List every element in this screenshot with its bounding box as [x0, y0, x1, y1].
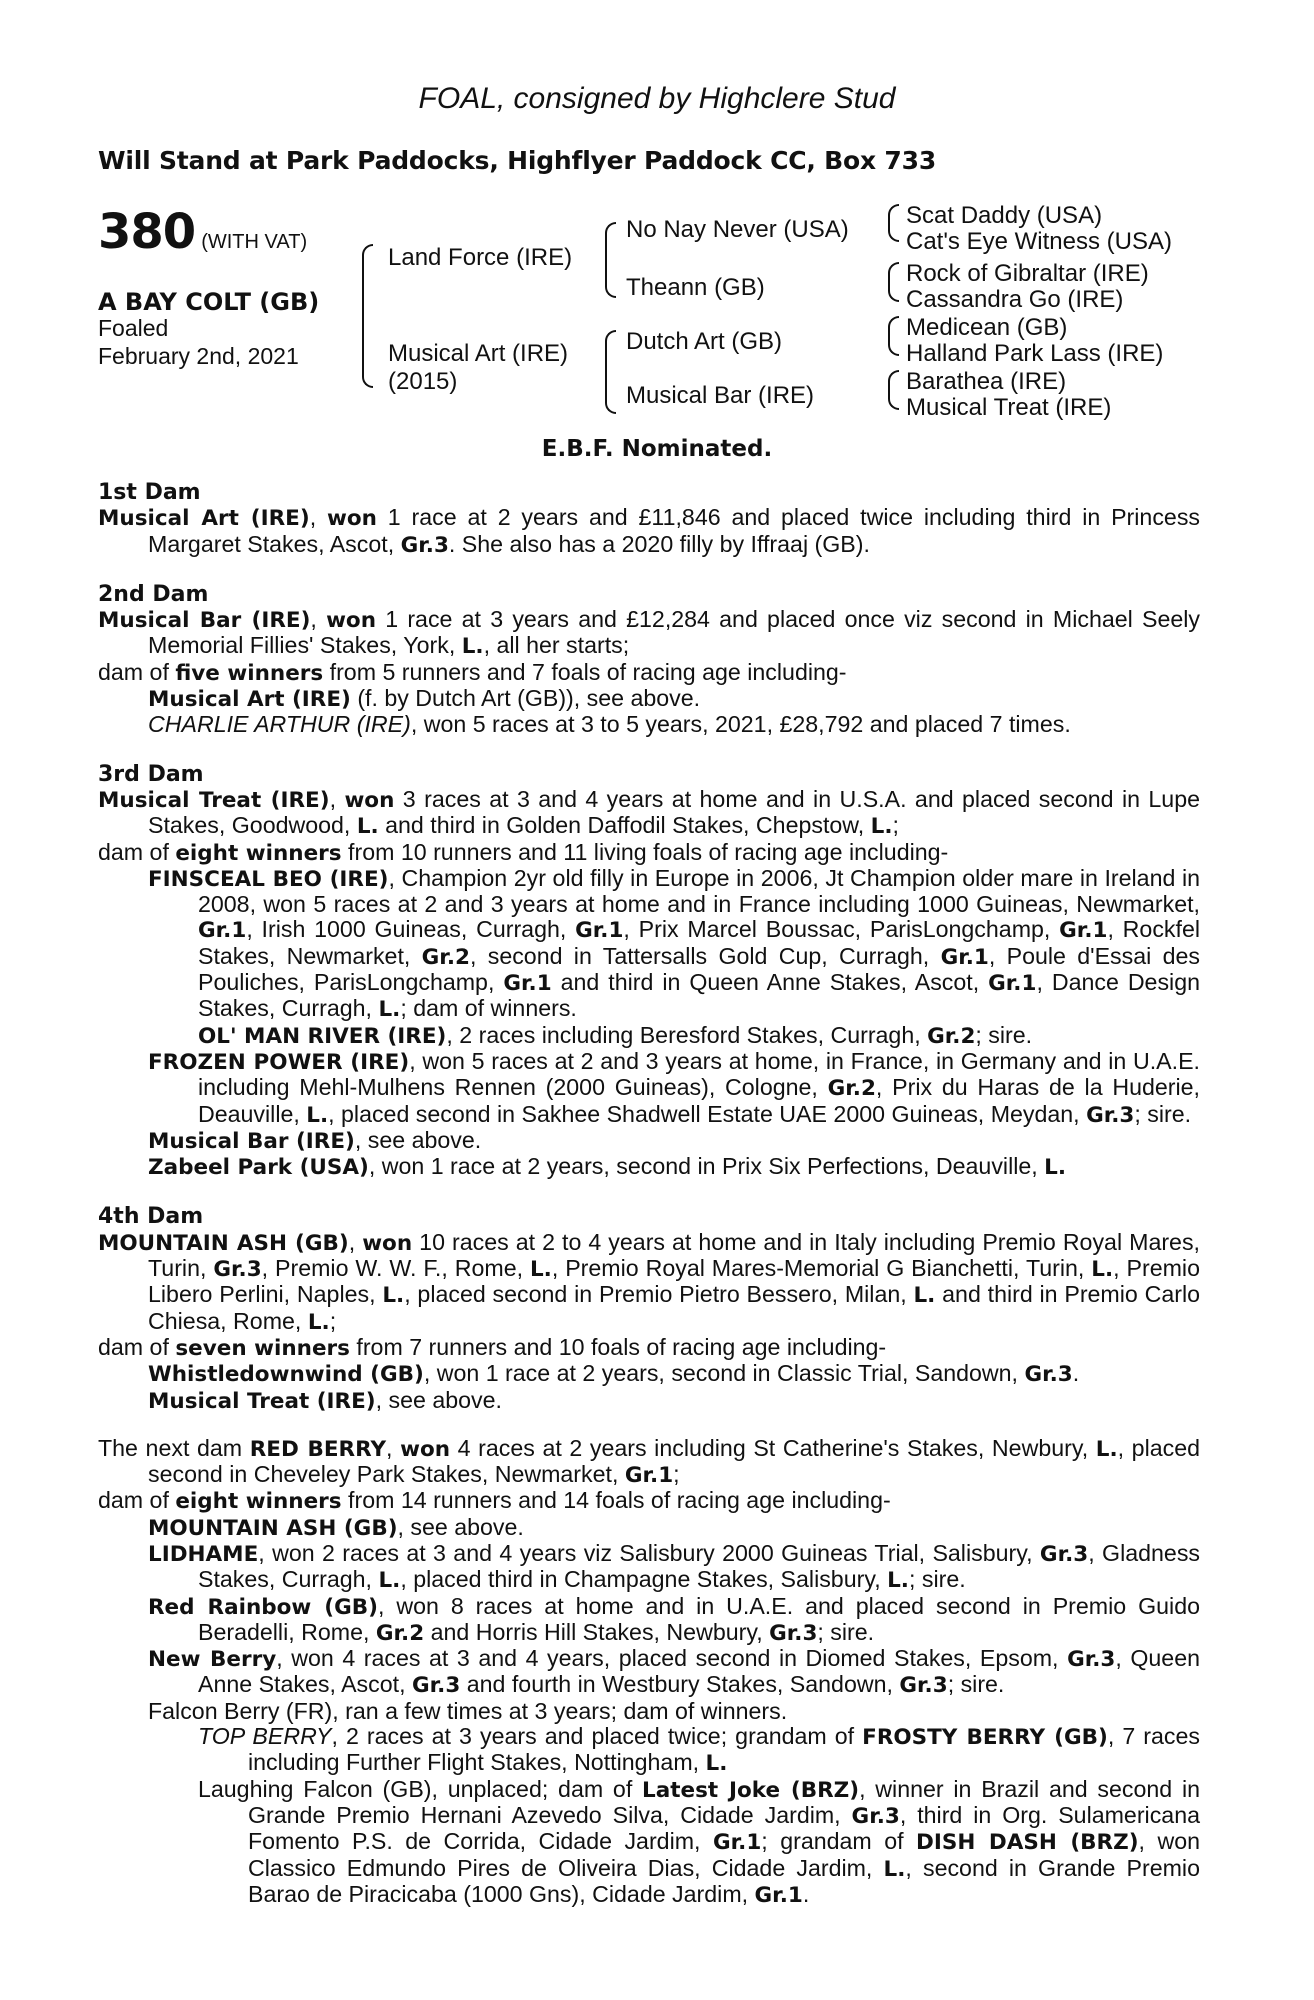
dam-paragraph: Musical Treat (IRE), won 3 races at 3 and 4 years at home and in U.S.A. and placed second in Lupe Stakes, Goodwood, L. and third in Golden Daffodil Stakes, Chepstow, L.;: [98, 785, 1200, 840]
produce-entry: Whistledownwind (GB), won 1 race at 2 years, second in Classic Trial, Sandown, Gr.3.: [148, 1360, 1080, 1388]
section-heading: 2nd Dam: [98, 581, 209, 607]
pedigree-sire: Land Force (IRE): [388, 244, 573, 271]
page-title: FOAL, consigned by Highclere Stud: [418, 82, 896, 115]
pedigree-ds-dam: Halland Park Lass (IRE): [906, 340, 1164, 367]
dam-paragraph: The next dam RED BERRY, won 4 races at 2 years including St Catherine's Stakes, Newbury, L., placed second in Cheveley Park Stakes, Newmarket, Gr.1;: [98, 1434, 1200, 1489]
produce-entry: Red Rainbow (GB), won 8 races at home and in U.A.E. and placed second in Premio Guido Beradelli, Rome, Gr.2 and Horris Hill Stakes, Newbury, Gr.3; sire.: [148, 1592, 1200, 1646]
pedigree-bracket-sire: [605, 222, 616, 298]
lot-number-block: [98, 204, 307, 260]
pedigree-bracket-dam: [605, 330, 616, 414]
dam-paragraph: MOUNTAIN ASH (GB), won 10 races at 2 to 4 years at home and in Italy including Premio Royal Mares, Turin, Gr.3, Premio W. W. F., Rome, L., Premio Royal Mares-Memorial G Bianchetti, Turin, L., Premio Libero Perlini, Naples, L., placed second in Premio Pietro Bessero, Milan, L. and third in Premio Carlo Chiesa, Rome, L.;: [98, 1228, 1200, 1335]
produce-summary: dam of five winners from 5 runners and 7 foals of racing age including-: [98, 658, 847, 686]
pedigree-ss-dam: Cat's Eye Witness (USA): [906, 228, 1172, 255]
produce-entry: FINSCEAL BEO (IRE), Champion 2yr old filly in Europe in 2006, Jt Champion older mare in Ireland in 2008, won 5 races at 2 and 3 years at home and in France including 1000 Guineas, Newmarket, Gr.1, Irish 1000 Guineas, Curragh, Gr.1, Prix Marcel Boussac, ParisLongchamp, Gr.1, Rockfel Stakes, Newmarket, Gr.2, second in Tattersalls Gold Cup, Curragh, Gr.1, Poule d'Essai des Pouliches, ParisLongchamp, Gr.1 and third in Queen Anne Stakes, Ascot, Gr.1, Dance Design Stakes, Curragh, L.; dam of winners.: [148, 864, 1201, 1023]
pedigree-sd-sire: Rock of Gibraltar (IRE): [906, 260, 1149, 287]
catalogue-body: [98, 480, 1200, 1908]
pedigree-bracket-main: [362, 244, 373, 388]
pedigree-sire-dam: Theann (GB): [626, 274, 765, 301]
pedigree-ds-sire: Medicean (GB): [906, 314, 1068, 341]
pedigree-bracket-ss: [888, 204, 899, 242]
produce-entry: Zabeel Park (USA), won 1 race at 2 years, second in Prix Six Perfections, Deauville, L.: [148, 1153, 1067, 1181]
produce-summary: dam of eight winners from 14 runners and 14 foals of racing age including-: [98, 1487, 891, 1515]
pedigree-bracket-dd: [888, 370, 899, 410]
lot-vat: (WITH VAT): [201, 231, 308, 253]
produce-entry: FROZEN POWER (IRE), won 5 races at 2 and 3 years at home, in France, in Germany and in U.A.E. including Mehl-Mulhens Rennen (2000 Guineas), Cologne, Gr.2, Prix du Haras de la Huderie, Deauville, L., placed second in Sakhee Shadwell Estate UAE 2000 Guineas, Meydan, Gr.3; sire.: [148, 1047, 1200, 1128]
foaled-label: Foaled: [98, 315, 169, 341]
produce-entry: Musical Art (IRE) (f. by Dutch Art (GB)), see above.: [148, 685, 701, 713]
produce-entry: CHARLIE ARTHUR (IRE), won 5 races at 3 to 5 years, 2021, £28,792 and placed 7 times.: [148, 711, 1071, 738]
produce-entry: OL' MAN RIVER (IRE), 2 races including Beresford Stakes, Curragh, Gr.2; sire.: [198, 1021, 1033, 1049]
pedigree-dd-dam: Musical Treat (IRE): [906, 394, 1112, 421]
produce-entry: Musical Treat (IRE), see above.: [148, 1386, 502, 1414]
pedigree-dam: Musical Art (IRE): [388, 340, 569, 367]
pedigree-dam-dam: Musical Bar (IRE): [626, 382, 815, 409]
produce-entry: LIDHAME, won 2 races at 3 and 4 years viz Salisbury 2000 Guineas Trial, Salisbury, Gr.3, Gladness Stakes, Curragh, L., placed third in Champagne Stakes, Salisbury, L.; sire.: [148, 1539, 1201, 1594]
pedigree-bracket-ds: [888, 316, 899, 356]
dam-paragraph: Musical Art (IRE), won 1 race at 2 years and £11,846 and placed twice including third in Princess Margaret Stakes, Ascot, Gr.3. She also has a 2020 filly by Iffraaj (GB).: [98, 504, 1201, 558]
foaled-info: [98, 314, 299, 370]
section-heading: 3rd Dam: [98, 761, 204, 787]
pedigree-ss-sire: Scat Daddy (USA): [906, 202, 1103, 229]
produce-summary: dam of seven winners from 7 runners and 10 foals of racing age including-: [98, 1333, 887, 1361]
lot-number: 380: [98, 204, 196, 260]
foaled-date: February 2nd, 2021: [98, 343, 299, 369]
pedigree-bracket-sd: [888, 262, 899, 302]
produce-entry: Musical Bar (IRE), see above.: [148, 1126, 482, 1154]
pedigree-dam-sire: Dutch Art (GB): [626, 328, 783, 355]
produce-entry: MOUNTAIN ASH (GB), see above.: [148, 1513, 524, 1541]
produce-summary: dam of eight winners from 10 runners and 11 living foals of racing age including-: [98, 838, 949, 866]
ebf-nominated: E.B.F. Nominated.: [541, 436, 773, 462]
section-heading: 4th Dam: [98, 1204, 204, 1230]
pedigree-dam-year: (2015): [388, 368, 458, 395]
pedigree-dd-sire: Barathea (IRE): [906, 368, 1067, 395]
produce-entry: New Berry, won 4 races at 3 and 4 years, placed second in Diomed Stakes, Epsom, Gr.3, Queen Anne Stakes, Ascot, Gr.3 and fourth in Westbury Stakes, Sandown, Gr.3; sire.: [148, 1645, 1200, 1699]
pedigree-sire-sire: No Nay Never (USA): [626, 216, 849, 243]
section-gap: [98, 1414, 1200, 1436]
section-heading: 1st Dam: [98, 480, 201, 505]
lot-description: A BAY COLT (GB): [98, 288, 320, 316]
dam-paragraph: Musical Bar (IRE), won 1 race at 3 years and £12,284 and placed once viz second in Michael Seely Memorial Fillies' Stakes, York, L., all her starts;: [98, 606, 1200, 660]
produce-entry: TOP BERRY, 2 races at 3 years and placed twice; grandam of FROSTY BERRY (GB), 7 races including Further Flight Stakes, Nottingham, L.: [198, 1723, 1200, 1777]
produce-entry: Falcon Berry (FR), ran a few times at 3 years; dam of winners.: [148, 1697, 788, 1724]
stand-location: Will Stand at Park Paddocks, Highflyer Paddock CC, Box 733: [98, 146, 937, 175]
produce-entry: Laughing Falcon (GB), unplaced; dam of Latest Joke (BRZ), winner in Brazil and second in Grande Premio Hernani Azevedo Silva, Cidade Jardim, Gr.3, third in Org. Sulamericana Fomento P.S. de Corrida, Cidade Jardim, Gr.1; grandam of DISH DASH (BRZ), won Classico Edmundo Pires de Oliveira Dias, Cidade Jardim, L., second in Grande Premio Barao de Piracicaba (1000 Gns), Cidade Jardim, Gr.1.: [198, 1775, 1201, 1908]
pedigree-sd-dam: Cassandra Go (IRE): [906, 286, 1124, 313]
